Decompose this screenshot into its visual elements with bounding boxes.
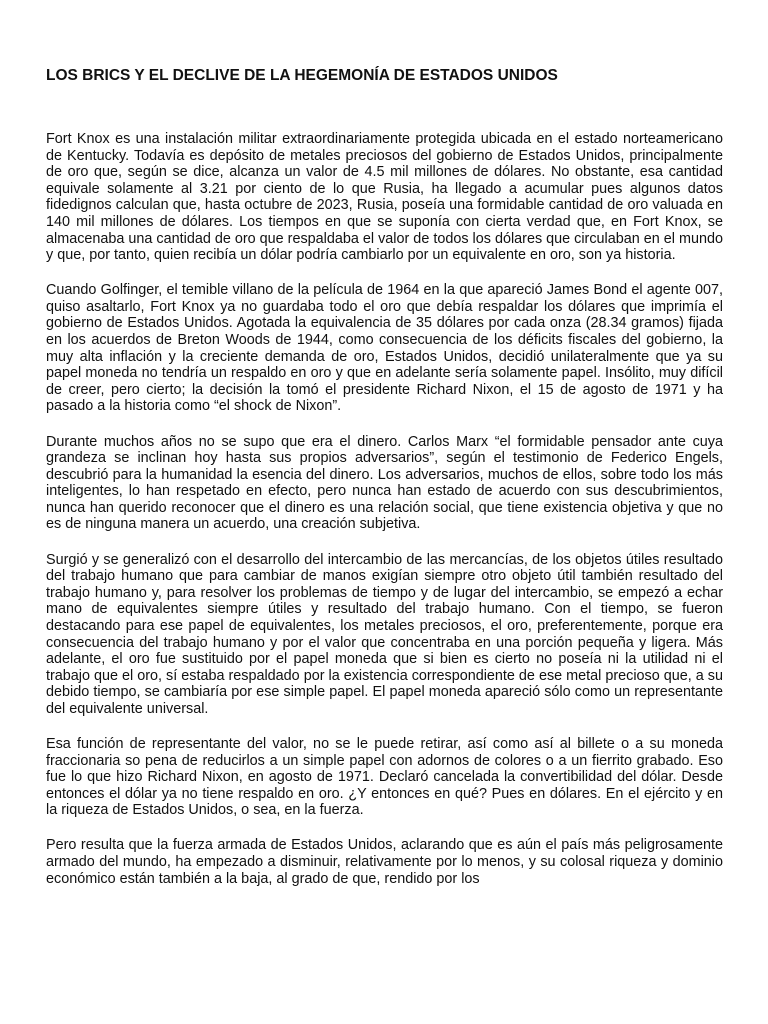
- paragraph-fuerza-armada: Pero resulta que la fuerza armada de Estados Unidos, aclarando que es aún el país más peligrosamente armado del mundo, ha empezado a disminuir, relativamente por lo menos, y su colosal riqueza y dominio económico están también a la baja, al grado de que, rendido por los: [46, 837, 723, 887]
- document-body: [46, 131, 723, 906]
- paragraph-marx-dinero: Durante muchos años no se supo que era el dinero. Carlos Marx “el formidable pensador ante cuya grandeza se inclinan hoy hasta sus propios adversarios”, según el testimonio de Federico Engels, descubrió para la humanidad la esencia del dinero. Los adversarios, muchos de ellos, sobre todo los más inteligentes, lo han respetado en efecto, pero nunca han estado de acuerdo con sus descubrimientos, nunca han querido reconocer que el dinero es una relación social, que tiene existencia objetiva y que no es de ninguna manera un acuerdo, una creación subjetiva.: [46, 433, 723, 533]
- paragraph-representante-valor: Esa función de representante del valor, no se le puede retirar, así como así al billete o a su moneda fraccionaria so pena de reducirlos a un simple papel con adornos de colores o a un fierrito grabado. Eso fue lo que hizo Richard Nixon, en agosto de 1971. Declaró cancelada la convertibilidad del dólar. Desde entonces el dólar ya no tiene respaldo en oro. ¿Y entonces en qué? Pues en dólares. En el ejército y en la riqueza de Estados Unidos, o sea, en la fuerza.: [46, 736, 723, 819]
- document-title: LOS BRICS Y EL DECLIVE DE LA HEGEMONÍA DE ESTADOS UNIDOS: [46, 67, 558, 84]
- paragraph-intercambio: Surgió y se generalizó con el desarrollo del intercambio de las mercancías, de los objetos útiles resultado del trabajo humano que para cambiar de manos exigían siempre otro objeto útil también resultado del trabajo humano y, para resolver los problemas de tiempo y de lugar del intercambio, se empezó a echar mano de equivalentes siempre útiles y resultado del trabajo humano. Con el tiempo, se fueron destacando para ese papel de equivalentes, los metales preciosos, el oro, preferentemente, porque era consecuencia del trabajo humano y por el valor que concentraba en una porción pequeña y ligera. Más adelante, el oro fue sustituido por el papel moneda que si bien es cierto no poseía ni la utilidad ni el trabajo que el oro, sí estaba respaldado por la existencia correspondiente de ese metal precioso que, a su debido tiempo, se cambiaría por ese simple papel. El papel moneda apareció sólo como un representante del equivalente universal.: [46, 551, 723, 717]
- paragraph-goldfinger: Cuando Golfinger, el temible villano de la película de 1964 en la que apareció James Bond el agente 007, quiso asaltarlo, Fort Knox ya no guardaba todo el oro que debía respaldar los dólares que imprimía el gobierno de Estados Unidos. Agotada la equivalencia de 35 dólares por cada onza (28.34 gramos) fijada en los acuerdos de Breton Woods de 1944, como consecuencia de los déficits fiscales del gobierno, la muy alta inflación y la creciente demanda de oro, Estados Unidos, decidió unilateralmente que ya su papel moneda no tendría un respaldo en oro y que en adelante sería solamente papel. Insólito, muy difícil de creer, pero cierto; la decisión la tomó el presidente Richard Nixon, el 15 de agosto de 1971 y ha pasado a la historia como “el shock de Nixon”.: [46, 282, 723, 415]
- paragraph-fort-knox: Fort Knox es una instalación militar extraordinariamente protegida ubicada en el estado norteamericano de Kentucky. Todavía es depósito de metales preciosos del gobierno de Estados Unidos, principalmente de oro que, según se dice, alcanza un valor de 4.5 mil millones de dólares. No obstante, esa cantidad equivale solamente al 3.21 por ciento de lo que Rusia, ha llegado a acumular pues algunos datos fidedignos calculan que, hasta octubre de 2023, Rusia, poseía una formidable cantidad de oro valuada en 140 mil millones de dólares. Los tiempos en que se suponía con cierta verdad que, en Fort Knox, se almacenaba una cantidad de oro que respaldaba el valor de todos los dólares que circulaban en el mundo y que, por tanto, quien recibía un dólar podría cambiarlo por un equivalente en oro, son ya historia.: [46, 131, 723, 264]
